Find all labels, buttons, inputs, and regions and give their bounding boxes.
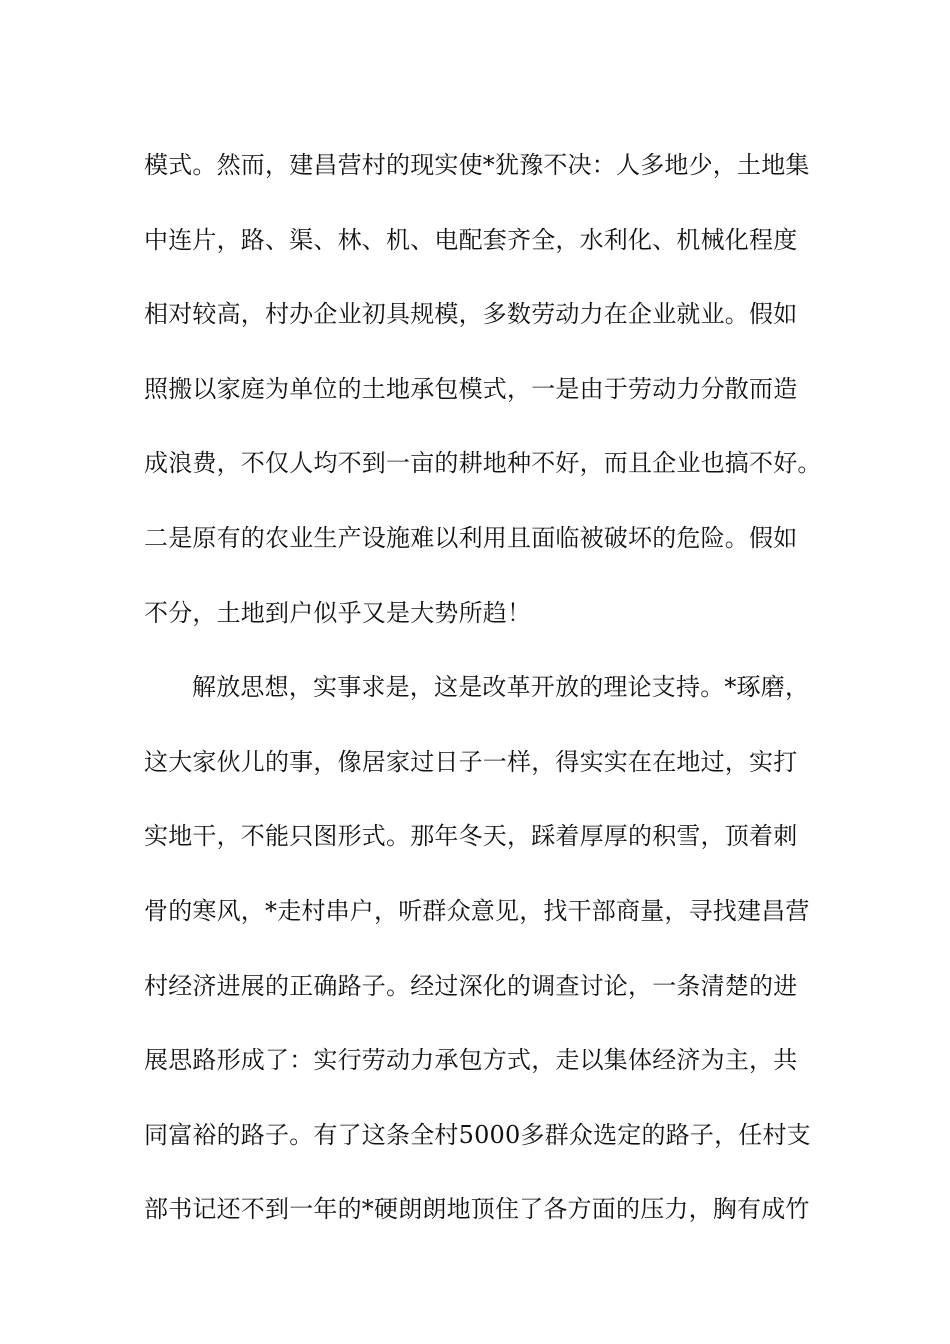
- text-line-11: 骨的寒风，*走村串户，听群众意见，找干部商量，寻找建昌营: [144, 896, 810, 925]
- text-line-3: 相对较高，村办企业初具规模，多数劳动力在企业就业。假如: [144, 300, 798, 329]
- text-line-4: 照搬以家庭为单位的土地承包模式，一是由于劳动力分散而造: [144, 374, 798, 403]
- body-text: [144, 128, 824, 1247]
- text-line-14: 同富裕的路子。有了这条全村5000多群众选定的路子，任村支: [144, 1120, 811, 1149]
- text-line-1: 模式。然而，建昌营村的现实使*犹豫不决：人多地少，土地集: [144, 151, 810, 179]
- text-line-2: 中连片，路、渠、林、机、电配套齐全，水利化、机械化程度: [144, 225, 798, 254]
- text-line-10: 实地干，不能只图形式。那年冬天，踩着厚厚的积雪，顶着刺: [144, 822, 798, 851]
- text-line-12: 村经济进展的正确路子。经过深化的调查讨论，一条清楚的进: [144, 971, 798, 1000]
- text-line-8-paragraph-start: 解放思想，实事求是，这是改革开放的理论支持。*琢磨，: [192, 673, 810, 702]
- text-line-13: 展思路形成了：实行劳动力承包方式，走以集体经济为主，共: [144, 1046, 798, 1075]
- text-line-9: 这大家伙儿的事，像居家过日子一样，得实实在在地过，实打: [144, 747, 798, 776]
- text-line-6: 二是原有的农业生产设施难以利用且面临被破坏的危险。假如: [144, 523, 798, 552]
- text-line-5: 成浪费，不仅人均不到一亩的耕地种不好，而且企业也搞不好。: [144, 449, 822, 478]
- text-line-15: 部书记还不到一年的*硬朗朗地顶住了各方面的压力，胸有成竹: [144, 1195, 810, 1224]
- text-line-7: 不分，土地到户似乎又是大势所趋！: [144, 598, 532, 627]
